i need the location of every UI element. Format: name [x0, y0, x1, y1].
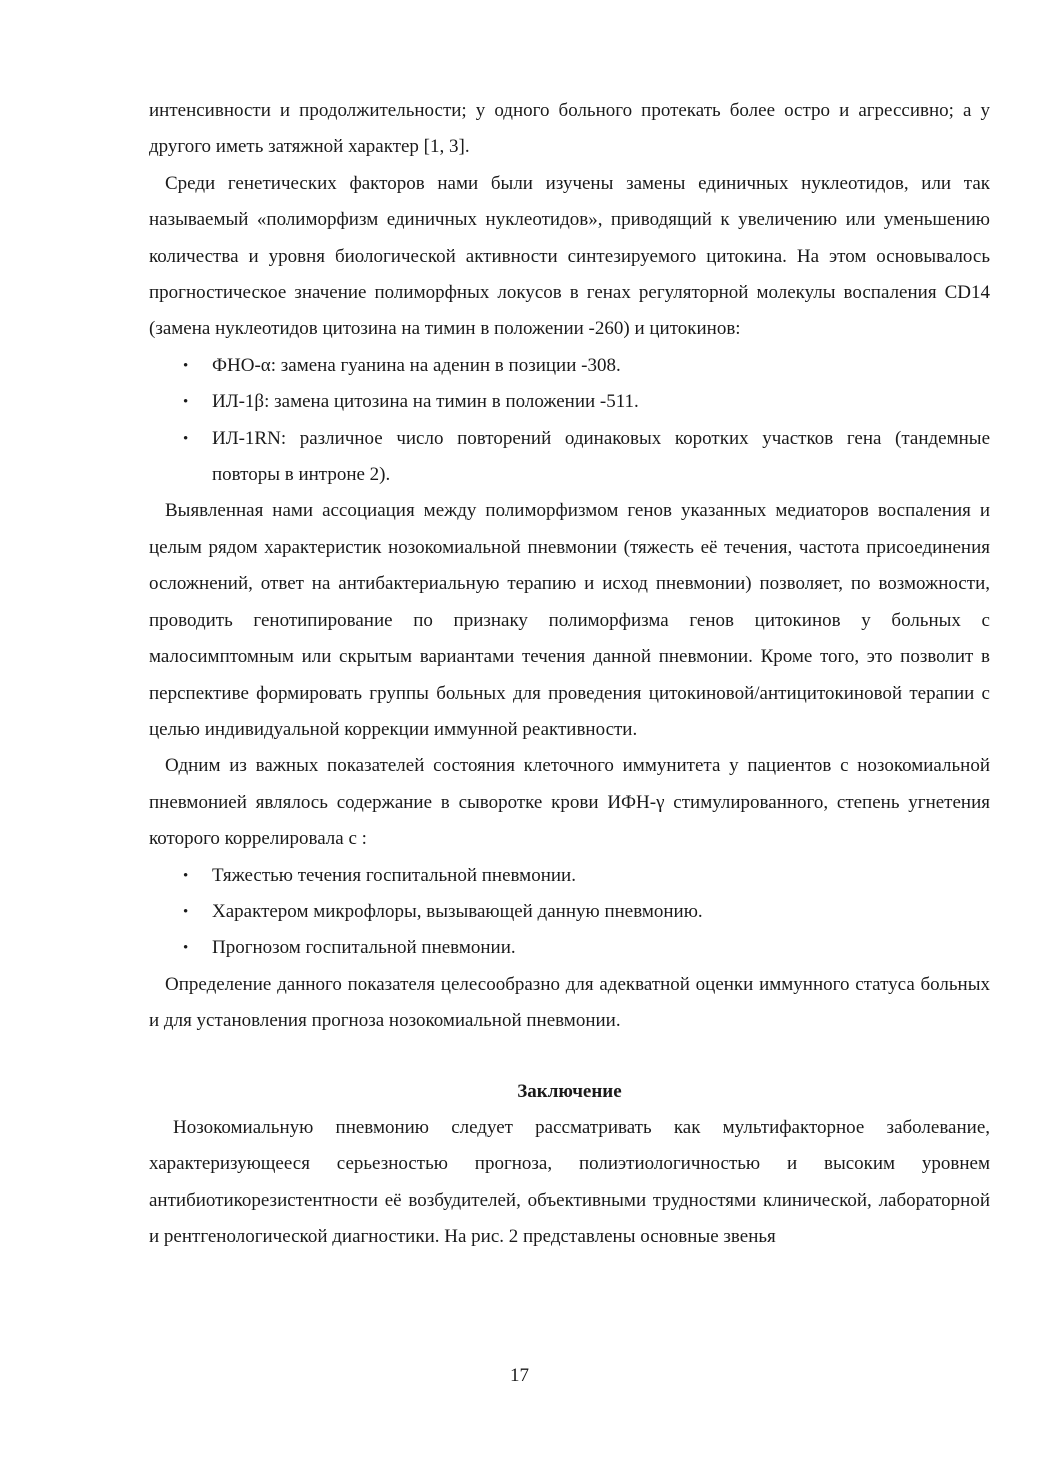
page-number: 17 — [510, 1365, 529, 1386]
correlation-list — [149, 858, 990, 967]
paragraph-association: Выявленная нами ассоциация между полиморфизмом генов указанных медиаторов воспаления и целым рядом характеристик нозокомиальной пневмонии (тяжесть её течения, частота присоединения осложнений, ответ на антибактериальную терапию и исход пневмонии) позволяет, по возможности, проводить генотипирование по признаку полиморфизма генов цитокинов у больных с малосимптомным или скрытым вариантами течения данной пневмонии. Кроме того, это позволит в перспективе формировать группы больных для проведения цитокиновой/антицитокиновой терапии с целью индивидуальной коррекции иммунной реактивности. — [149, 500, 990, 740]
list-item-text: ИЛ-1RN: различное число повторений одинаковых коротких участков гена (тандемные повторы в интроне 2). — [212, 427, 990, 486]
bullet-icon: • — [183, 430, 189, 447]
list-item-text: ФНО-α: замена гуанина на аденин в позиции -308. — [212, 354, 621, 376]
list-item — [183, 930, 990, 966]
bullet-icon: • — [183, 394, 189, 411]
section-heading-conclusion: Заключение — [517, 1080, 622, 1102]
list-item — [183, 421, 990, 494]
paragraph-determination: Определение данного показателя целесообразно для адекватной оценки иммунного статуса больных и для установления прогноза нозокомиальной пневмонии. — [149, 973, 990, 1032]
paragraph-continuation: интенсивности и продолжительности; у одного больного протекать более остро и агрессивно; а у другого иметь затяжной характер [1, 3]. — [149, 100, 990, 158]
list-item-text: Тяжестью течения госпитальной пневмонии. — [212, 864, 576, 886]
list-item — [183, 858, 990, 894]
page-body — [149, 93, 990, 1256]
bullet-icon: • — [183, 357, 189, 374]
bullet-icon: • — [183, 940, 189, 957]
list-item-text: Характером микрофлоры, вызывающей данную пневмонию. — [212, 900, 703, 922]
list-item — [183, 894, 990, 930]
list-item — [183, 348, 990, 384]
paragraph-interferon: Одним из важных показателей состояния клеточного иммунитета у пациентов с нозокомиальной пневмонией являлось содержание в сыворотке крови ИФН-γ стимулированного, степень угнетения которого коррелировала с : — [149, 755, 990, 850]
paragraph-genetic-factors: Среди генетических факторов нами были изучены замены единичных нуклеотидов, или так называемый «полиморфизм единичных нуклеотидов», приводящий к увеличению или уменьшению количества и уровня биологической активности синтезируемого цитокина. На этом основывалось прогностическое значение полиморфных локусов в генах регуляторной молекулы воспаления CD14 (замена нуклеотидов цитозина на тимин в положении -260) и цитокинов: — [149, 172, 990, 340]
cytokine-polymorphism-list — [149, 348, 990, 494]
bullet-icon: • — [183, 867, 189, 884]
list-item — [183, 384, 990, 420]
list-item-text: Прогнозом госпитальной пневмонии. — [212, 937, 516, 959]
list-item-text: ИЛ-1β: замена цитозина на тимин в положении -511. — [212, 391, 639, 413]
bullet-icon: • — [183, 903, 189, 920]
paragraph-conclusion: Нозокомиальную пневмонию следует рассматривать как мультифакторное заболевание, характеризующееся серьезностью прогноза, полиэтиологичностью и высоким уровнем антибиотикорезистентности её возбудителей, объективными трудностями клинической, лабораторной и рентгенологической диагностики. На рис. 2 представлены основные звенья — [149, 1116, 990, 1248]
